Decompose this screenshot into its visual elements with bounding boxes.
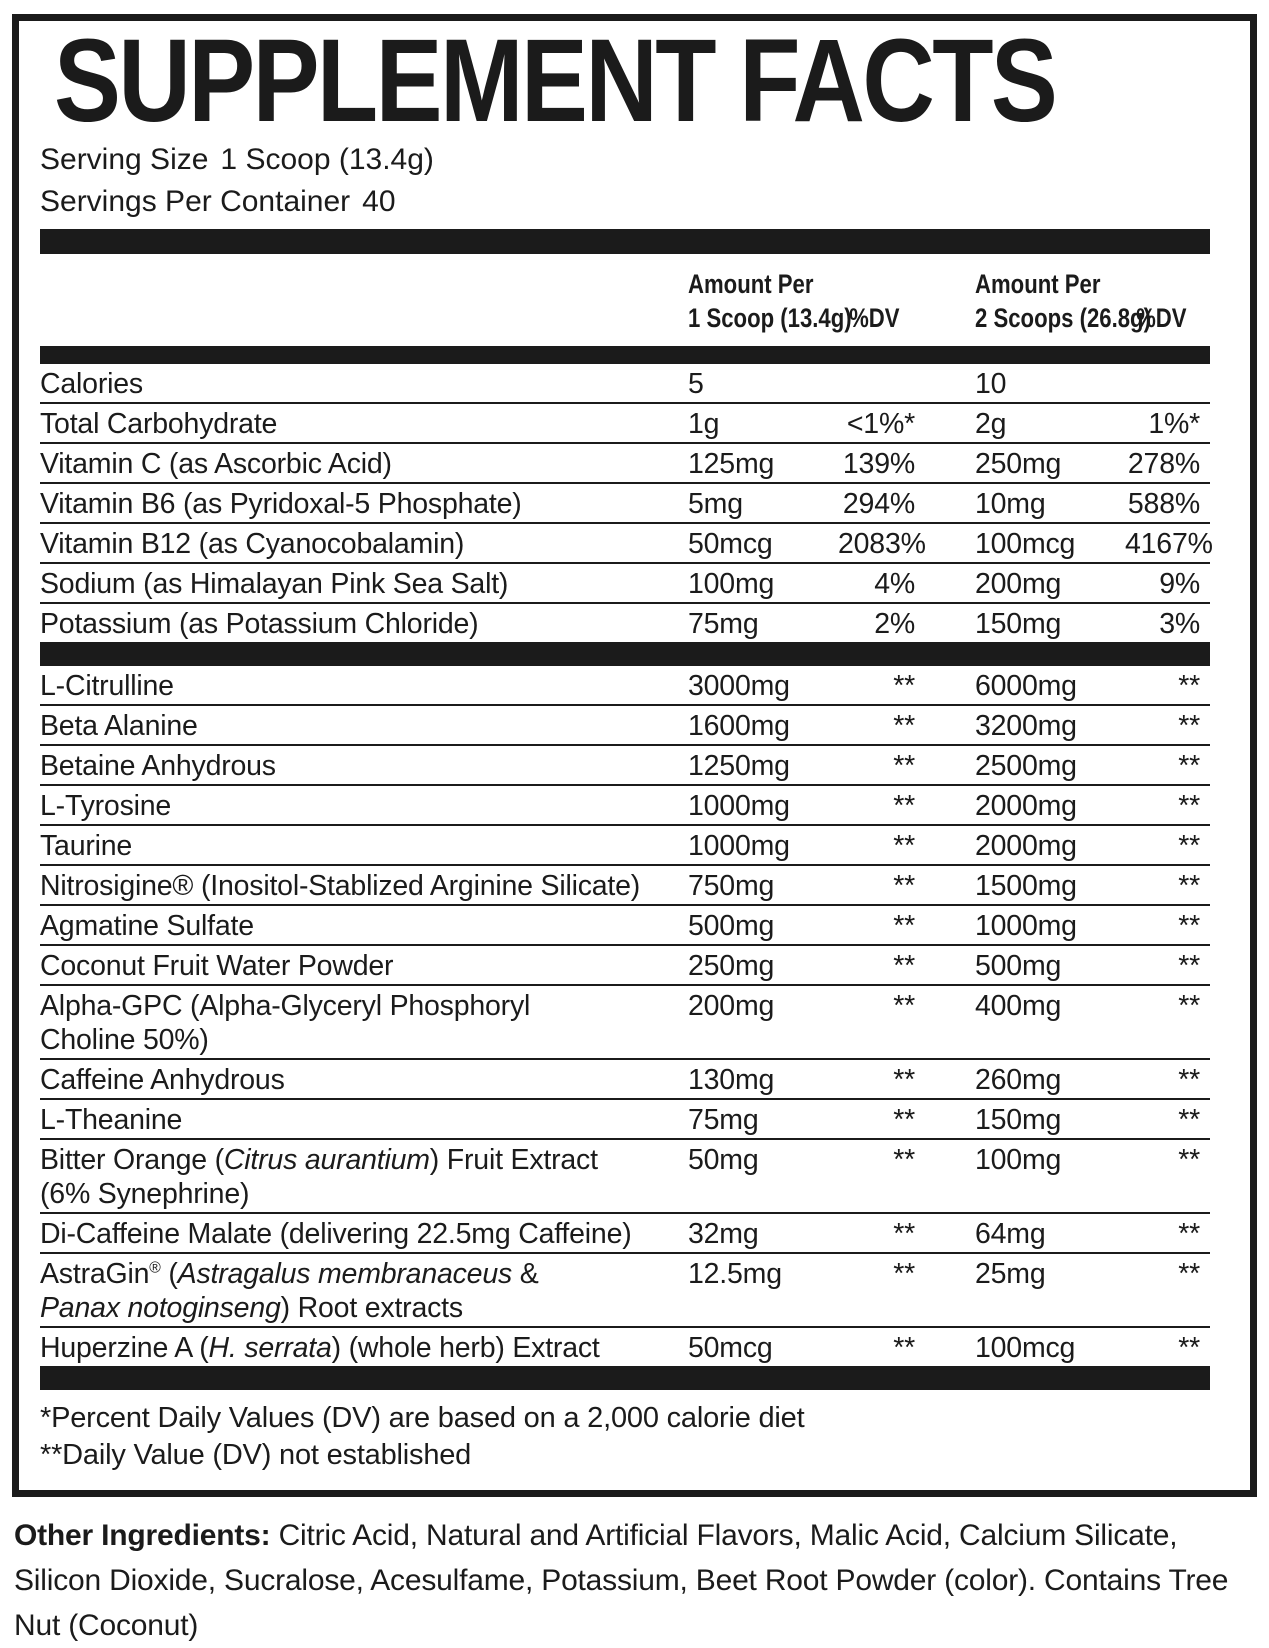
table-row [40,1140,1210,1214]
table-row [40,946,1210,986]
amount-2-scoops: 250mg [975,448,1062,480]
amount-2-scoops: 25mg [975,1258,1046,1290]
dv-2-scoops: ** [1178,990,1200,1022]
dv-2-scoops: 3% [1159,608,1200,640]
dv-2-scoops: 588% [1127,488,1200,520]
amount-1-scoop: 3000mg [688,670,790,702]
table-row [40,746,1210,786]
header-amount-2-scoops [975,267,1151,335]
amount-2-scoops: 400mg [975,990,1062,1022]
amount-1-scoop: 500mg [688,910,775,942]
divider-bar-top [40,229,1210,254]
dv-2-scoops: ** [1178,1218,1200,1250]
dv-2-scoops: 1%* [1148,408,1200,440]
amount-1-scoop: 1000mg [688,790,790,822]
amount-1-scoop: 5 [688,368,704,400]
ingredient-name: Betaine Anhydrous [40,750,276,782]
ingredient-name: Taurine [40,830,133,862]
amount-1-scoop: 130mg [688,1064,775,1096]
divider-bar-header [40,346,1210,364]
table-row [40,1100,1210,1140]
dv-2-scoops: ** [1178,790,1200,822]
page-title: SUPPLEMENT FACTS [54,15,1056,147]
header-amount-1-line1: Amount Per [688,269,814,299]
header-dv-1-label: %DV [849,303,900,333]
amount-2-scoops: 64mg [975,1218,1046,1250]
footnotes [40,1390,1210,1484]
ingredient-name: Nitrosigine® (Inositol-Stablized Arginine Silicate) [40,870,641,902]
table-row [40,906,1210,946]
ingredient-name: Calories [40,368,143,400]
header-amount-1-line2: 1 Scoop (13.4g) [688,303,852,333]
amount-1-scoop: 50mcg [688,528,773,560]
header-amount-1-scoop [688,267,852,335]
header-amount-2-line2: 2 Scoops (26.8g) [975,303,1151,333]
table-row [40,1254,1210,1328]
amount-2-scoops: 200mg [975,568,1062,600]
amount-2-scoops: 500mg [975,950,1062,982]
serving-info [40,139,1210,223]
other-ingredients [14,1513,1255,1648]
column-header-row [40,254,1210,346]
dv-2-scoops: 278% [1127,448,1200,480]
divider-bar-middle [40,642,1210,666]
header-dv-2-label: %DV [1136,303,1187,333]
amount-2-scoops: 150mg [975,1104,1062,1136]
ingredient-name: Vitamin C (as Ascorbic Acid) [40,448,392,480]
dv-1-scoop: 139% [842,448,915,480]
table-row [40,826,1210,866]
amount-2-scoops: 100mg [975,1144,1062,1176]
amount-2-scoops: 10 [975,368,1007,400]
footnote-percent-dv: *Percent Daily Values (DV) are based on a 2,000 calorie diet [40,1402,805,1434]
amount-1-scoop: 75mg [688,1104,759,1136]
other-ingredients-label: Other Ingredients: [14,1519,271,1552]
amount-2-scoops: 260mg [975,1064,1062,1096]
amount-2-scoops: 100mcg [975,528,1076,560]
amount-1-scoop: 32mg [688,1218,759,1250]
dv-1-scoop: ** [893,710,915,742]
serving-size-value: 1 Scoop (13.4g) [220,143,434,176]
dv-2-scoops: 4167% [1125,528,1213,560]
amount-1-scoop: 250mg [688,950,775,982]
table-row [40,706,1210,746]
table-row [40,866,1210,906]
dv-1-scoop: ** [893,750,915,782]
dv-1-scoop: ** [893,830,915,862]
amount-1-scoop: 125mg [688,448,775,480]
header-dv-2 [1125,301,1200,335]
amount-2-scoops: 150mg [975,608,1062,640]
table-row [40,484,1210,524]
ingredient-name: Bitter Orange (Citrus aurantium) Fruit Extract (6% Synephrine) [40,1144,598,1210]
table-row [40,404,1210,444]
dv-2-scoops: ** [1178,830,1200,862]
amount-2-scoops: 10mg [975,488,1046,520]
dv-2-scoops: ** [1178,1064,1200,1096]
ingredient-name: Di-Caffeine Malate (delivering 22.5mg Caffeine) [40,1218,632,1250]
ingredient-section-2 [40,666,1210,1366]
ingredient-name: Potassium (as Potassium Chloride) [40,608,479,640]
amount-1-scoop: 750mg [688,870,775,902]
servings-per-container-label: Servings Per Container [40,185,351,218]
divider-bar-bottom [40,1366,1210,1390]
dv-1-scoop: ** [893,1064,915,1096]
ingredient-section-1 [40,364,1213,642]
header-dv-1 [838,301,915,335]
ingredient-name: Agmatine Sulfate [40,910,254,942]
ingredient-name: Beta Alanine [40,710,198,742]
table-row [40,364,1210,404]
ingredient-name: L-Tyrosine [40,790,172,822]
dv-2-scoops: ** [1178,1144,1200,1176]
dv-1-scoop: ** [893,990,915,1022]
table-row [40,604,1210,642]
dv-1-scoop: ** [893,1218,915,1250]
ingredient-name: Coconut Fruit Water Powder [40,950,394,982]
amount-2-scoops: 100mcg [975,1332,1076,1364]
dv-1-scoop: 2083% [838,528,926,560]
amount-1-scoop: 200mg [688,990,775,1022]
dv-1-scoop: 2% [874,608,915,640]
table-row [40,564,1210,604]
dv-2-scoops: ** [1178,1258,1200,1290]
dv-1-scoop: 294% [842,488,915,520]
amount-1-scoop: 12.5mg [688,1258,782,1290]
dv-2-scoops: ** [1178,910,1200,942]
ingredient-name: Sodium (as Himalayan Pink Sea Salt) [40,568,509,600]
table-row [40,986,1210,1060]
dv-1-scoop: ** [893,1144,915,1176]
dv-1-scoop: ** [893,670,915,702]
footnote-dv-not-established: **Daily Value (DV) not established [40,1439,472,1471]
dv-2-scoops: 9% [1159,568,1200,600]
table-row [40,1328,1210,1366]
dv-2-scoops: ** [1178,950,1200,982]
dv-1-scoop: <1%* [846,408,915,440]
amount-2-scoops: 2000mg [975,830,1077,862]
table-row [40,524,1213,564]
dv-1-scoop: 4% [874,568,915,600]
amount-2-scoops: 2500mg [975,750,1077,782]
dv-2-scoops: ** [1178,710,1200,742]
dv-1-scoop: ** [893,910,915,942]
dv-2-scoops: ** [1178,750,1200,782]
ingredient-name: Total Carbohydrate [40,408,278,440]
serving-size-label: Serving Size [40,143,209,176]
amount-2-scoops: 2000mg [975,790,1077,822]
table-row [40,666,1210,706]
servings-per-container-line [40,181,1210,223]
amount-1-scoop: 1g [688,408,720,440]
dv-2-scoops: ** [1178,870,1200,902]
dv-1-scoop: ** [893,1332,915,1364]
dv-1-scoop: ** [893,1104,915,1136]
amount-1-scoop: 5mg [688,488,743,520]
ingredient-name: L-Citrulline [40,670,174,702]
ingredient-name: Huperzine A (H. serrata) (whole herb) Extract [40,1332,600,1364]
dv-2-scoops: ** [1178,1104,1200,1136]
dv-1-scoop: ** [893,870,915,902]
ingredient-name: Vitamin B6 (as Pyridoxal-5 Phosphate) [40,488,522,520]
dv-1-scoop: ** [893,1258,915,1290]
table-row [40,1214,1210,1254]
amount-1-scoop: 50mcg [688,1332,773,1364]
ingredient-name: Alpha-GPC (Alpha-Glyceryl Phosphoryl Choline 50%) [40,990,531,1056]
amount-2-scoops: 2g [975,408,1007,440]
supplement-facts-panel [12,14,1257,1497]
dv-2-scoops: ** [1178,1332,1200,1364]
amount-2-scoops: 6000mg [975,670,1077,702]
amount-1-scoop: 1600mg [688,710,790,742]
dv-1-scoop: ** [893,950,915,982]
amount-2-scoops: 1000mg [975,910,1077,942]
dv-2-scoops: ** [1178,670,1200,702]
amount-2-scoops: 3200mg [975,710,1077,742]
ingredient-name: AstraGin® (Astragalus membranaceus & Panax notoginseng) Root extracts [40,1258,539,1324]
ingredient-name: Vitamin B12 (as Cyanocobalamin) [40,528,465,560]
header-amount-2-line1: Amount Per [975,269,1101,299]
table-row [40,1060,1210,1100]
other-ingredients-text: Citric Acid, Natural and Artificial Flavors, Malic Acid, Calcium Silicate, Silicon Dioxide, Sucralose, Acesulfame, Potassium, Beet Root Powder (color). Contains Tree Nut (Coconut) [14,1519,1229,1642]
ingredient-name: L-Theanine [40,1104,183,1136]
table-row [40,444,1210,484]
amount-1-scoop: 1000mg [688,830,790,862]
dv-1-scoop: ** [893,790,915,822]
ingredient-name: Caffeine Anhydrous [40,1064,285,1096]
amount-2-scoops: 1500mg [975,870,1077,902]
amount-1-scoop: 50mg [688,1144,759,1176]
servings-per-container-value: 40 [362,185,396,218]
amount-1-scoop: 1250mg [688,750,790,782]
table-row [40,786,1210,826]
amount-1-scoop: 75mg [688,608,759,640]
amount-1-scoop: 100mg [688,568,775,600]
